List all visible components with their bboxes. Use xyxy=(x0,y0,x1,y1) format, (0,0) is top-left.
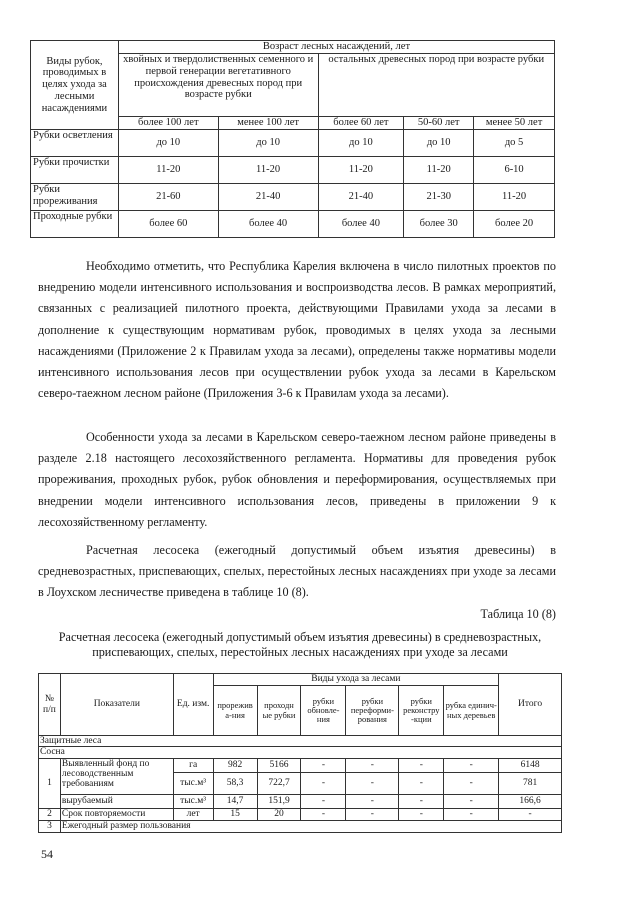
paragraph-text: Особенности ухода за лесами в Карельском северо-таежном лесном районе приведены в разделе 2.18 настоящего лесохозяйственного регламента. Нормативы для проведения рубок прореживания, проходных рубок, рубок обновления и переформирования, осуществляемых при внедрении модели интенсивного использования лесов, приведены в приложении 9 к лесохозяйственному регламенту. xyxy=(38,430,556,529)
t2-cell: 982 xyxy=(213,758,257,772)
t1-cell: до 10 xyxy=(404,130,474,157)
t2-cell: 20 xyxy=(257,808,301,820)
t2-header-unit: Ед. изм. xyxy=(173,674,213,736)
t1-header-age: Возраст лесных насаждений, лет xyxy=(118,41,554,54)
t1-group-other: остальных древесных пород при возрасте рубки xyxy=(318,54,555,117)
t2-col-passing-cuts: проходн ые рубки xyxy=(257,686,301,736)
t1-row-label: Рубки прореживания xyxy=(31,184,119,211)
t1-cell: до 10 xyxy=(118,130,218,157)
table-row xyxy=(39,808,562,820)
t2-cell: - xyxy=(301,772,346,794)
table-row xyxy=(31,211,555,238)
t1-subcol: более 60 лет xyxy=(318,117,404,130)
t2-cell: - xyxy=(301,758,346,772)
paragraph-features xyxy=(38,427,556,533)
t1-cell: до 5 xyxy=(474,130,555,157)
t2-cell: 166,6 xyxy=(499,794,562,808)
t2-header-num: № п/п xyxy=(39,674,61,736)
cutting-age-table xyxy=(30,40,555,238)
t1-cell: до 10 xyxy=(318,130,404,157)
table-row xyxy=(31,157,555,184)
t1-row-label: Проходные рубки xyxy=(31,211,119,238)
t2-unit: тыс.м³ xyxy=(173,794,213,808)
t2-row-label: Выявленный фонд по лесоводственным требованиям xyxy=(60,758,173,794)
paragraph-pilot-project xyxy=(38,256,556,404)
table-row xyxy=(39,794,562,808)
t1-cell: 21-30 xyxy=(404,184,474,211)
t2-cell: - xyxy=(346,794,399,808)
t2-cell: - xyxy=(399,758,444,772)
t1-cell: до 10 xyxy=(218,130,318,157)
t1-row-label: Рубки прочистки xyxy=(31,157,119,184)
t1-cell: более 40 xyxy=(218,211,318,238)
t2-cell: - xyxy=(444,758,499,772)
t2-col-renewal: рубки обновле- ния xyxy=(301,686,346,736)
t2-unit: га xyxy=(173,758,213,772)
t1-row-label: Рубки осветления xyxy=(31,130,119,157)
t1-cell: 21-40 xyxy=(218,184,318,211)
t2-col-thinning: прорежив а-ния xyxy=(213,686,257,736)
table-row xyxy=(39,820,562,832)
t2-cell: - xyxy=(346,808,399,820)
t1-cell: более 60 xyxy=(118,211,218,238)
t1-cell: более 40 xyxy=(318,211,404,238)
t2-row-label: вырубаемый xyxy=(60,794,173,808)
t1-cell: 11-20 xyxy=(404,157,474,184)
t2-col-reformation: рубки переформи- рования xyxy=(346,686,399,736)
t1-group-conifer: хвойных и твердолиственных семенного и первой генерации вегетативного происхождения древесных пород при возрасте рубки xyxy=(118,54,318,117)
t2-cell: 58,3 xyxy=(213,772,257,794)
t2-cell: - xyxy=(399,808,444,820)
t2-cell: - xyxy=(444,794,499,808)
t1-cell: 11-20 xyxy=(474,184,555,211)
t2-header-total: Итого xyxy=(499,674,562,736)
t2-row-num: 1 xyxy=(39,758,61,808)
t2-cell: 5166 xyxy=(257,758,301,772)
t2-cell: - xyxy=(346,772,399,794)
t2-cell: 15 xyxy=(213,808,257,820)
table-caption: Таблица 10 (8) xyxy=(480,607,556,621)
t2-cell: 781 xyxy=(499,772,562,794)
t2-unit: тыс.м³ xyxy=(173,772,213,794)
t2-cell: - xyxy=(444,772,499,794)
t2-cell: - xyxy=(301,808,346,820)
t1-header-cutting-types: Виды рубок, проводимых в целях ухода за лесными насаждениями xyxy=(31,41,119,130)
allowable-cut-table xyxy=(38,673,562,833)
t2-cell: - xyxy=(499,808,562,820)
t2-header-indicator: Показатели xyxy=(60,674,173,736)
t1-cell: 21-40 xyxy=(318,184,404,211)
t1-subcol: менее 50 лет xyxy=(474,117,555,130)
t2-cell: - xyxy=(301,794,346,808)
t1-cell: более 30 xyxy=(404,211,474,238)
t2-row-label: Срок повторяемости xyxy=(60,808,173,820)
t2-cell: - xyxy=(346,758,399,772)
t1-cell: 11-20 xyxy=(318,157,404,184)
t2-cell: 722,7 xyxy=(257,772,301,794)
table-row xyxy=(31,130,555,157)
paragraph-allowable-cut xyxy=(38,540,556,604)
t2-cell: 151,9 xyxy=(257,794,301,808)
t1-subcol: 50-60 лет xyxy=(404,117,474,130)
table-row xyxy=(31,184,555,211)
paragraph-text: Необходимо отметить, что Республика Карелия включена в число пилотных проектов по внедрению модели интенсивного использования и воспроизводства лесов. В рамках мероприятий, связанных с реализацией пилотного проекта, действующими Правилами ухода за лесами в дополнение к существующим нормативам рубок, проводимых в целях ухода за лесными насаждениями (Приложение 2 к Правилам ухода за лесами), определены также нормативы модели интенсивного использования лесов при осуществлении рубок ухода за лесами в Карельском северо-таежном лесном районе (Приложения 3-6 к Правилам ухода за лесами). xyxy=(38,259,556,401)
table-title: Расчетная лесосека (ежегодный допустимый объем изъятия древесины) в средневозрастных, приспевающих, спелых, перестойных лесных насаждениях при уходе за лесами xyxy=(58,630,542,659)
t2-col-reconstruction: рубки реконстру -кции xyxy=(399,686,444,736)
t2-cell: - xyxy=(399,772,444,794)
t2-unit: лет xyxy=(173,808,213,820)
t2-section-protective: Защитные леса xyxy=(39,736,562,747)
t2-row-num: 3 xyxy=(39,820,61,832)
t2-header-care-types: Виды ухода за лесами xyxy=(213,674,499,686)
t1-subcol: более 100 лет xyxy=(118,117,218,130)
t2-section-pine: Сосна xyxy=(39,747,562,758)
t2-col-single-trees: рубка единич- ных деревьев xyxy=(444,686,499,736)
t1-cell: 6-10 xyxy=(474,157,555,184)
paragraph-text: Расчетная лесосека (ежегодный допустимый объем изъятия древесины) в средневозрастных, приспевающих, спелых, перестойных лесных насаждениях при уходе за лесами в Лоухском лесничестве приведена в таблице 10 (8). xyxy=(38,543,556,600)
t1-cell: 11-20 xyxy=(118,157,218,184)
t2-row-label: Ежегодный размер пользования xyxy=(60,820,561,832)
t2-cell: - xyxy=(444,808,499,820)
t2-cell: - xyxy=(399,794,444,808)
t1-cell: 11-20 xyxy=(218,157,318,184)
t2-cell: 6148 xyxy=(499,758,562,772)
t1-subcol: менее 100 лет xyxy=(218,117,318,130)
t1-cell: более 20 xyxy=(474,211,555,238)
t1-cell: 21-60 xyxy=(118,184,218,211)
t2-row-num: 2 xyxy=(39,808,61,820)
t2-cell: 14,7 xyxy=(213,794,257,808)
page-number: 54 xyxy=(41,847,53,861)
table-row xyxy=(39,758,562,772)
